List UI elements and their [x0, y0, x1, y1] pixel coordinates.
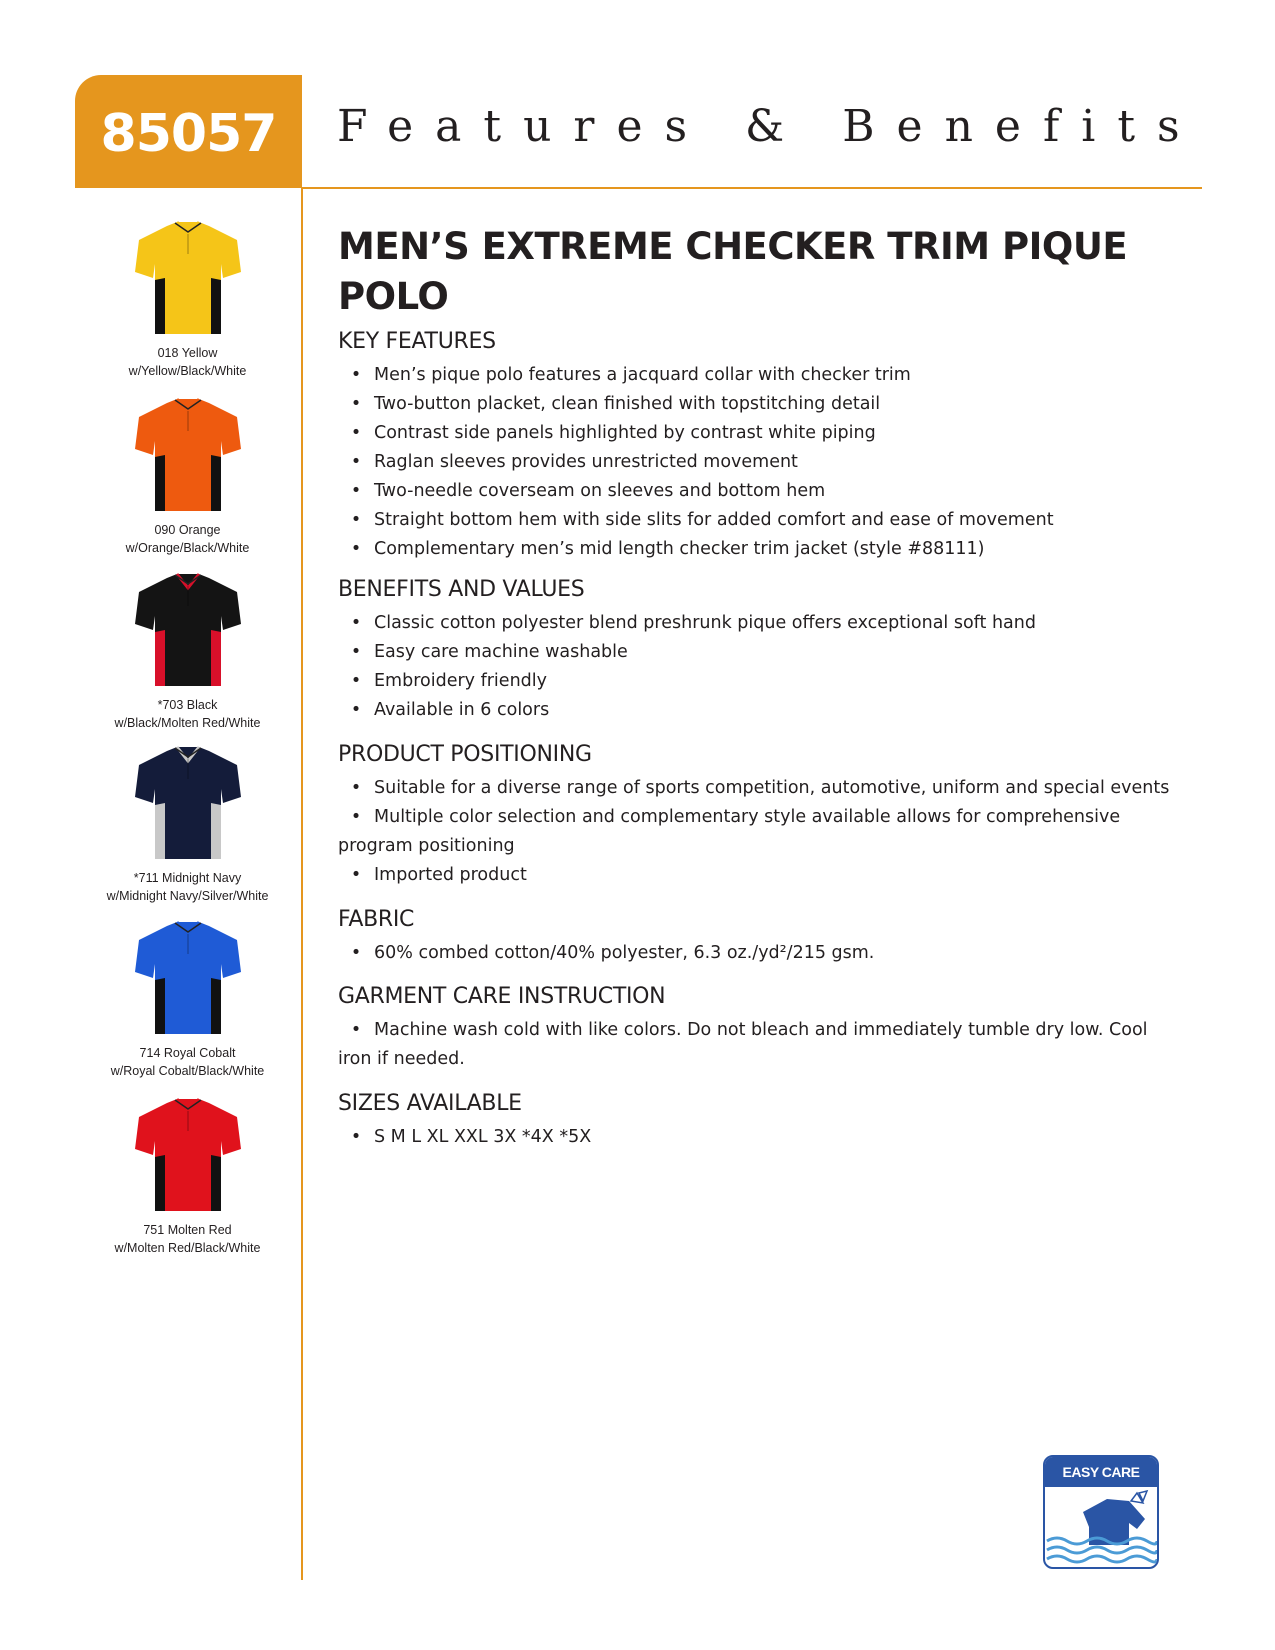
- positioning-section: [338, 740, 1198, 890]
- section-heading: PRODUCT POSITIONING: [338, 742, 592, 767]
- section-heading: BENEFITS AND VALUES: [338, 577, 585, 602]
- list-item: • Classic cotton polyester blend preshrunk pique offers exceptional soft hand: [338, 609, 1198, 638]
- color-swatch: [95, 572, 280, 732]
- list-item: • Two-button placket, clean finished with topstitching detail: [338, 390, 1198, 419]
- list-item: • 60% combed cotton/40% polyester, 6.3 oz./yd²/215 gsm.: [338, 939, 1198, 968]
- list-item: • Raglan sleeves provides unrestricted movement: [338, 448, 1198, 477]
- list-item: • Available in 6 colors: [338, 696, 1198, 725]
- section-heading: GARMENT CARE INSTRUCTION: [338, 984, 666, 1009]
- bullet-icon: •: [350, 1127, 362, 1147]
- color-swatch: [95, 220, 280, 380]
- bullet-icon: •: [350, 423, 362, 443]
- style-number: 85057: [100, 104, 277, 164]
- color-swatch: [95, 397, 280, 557]
- swatch-color-combo: w/Orange/Black/White: [125, 541, 250, 555]
- polo-shirt-icon: [133, 1097, 243, 1215]
- positioning-list: [338, 774, 1198, 890]
- section-heading: SIZES AVAILABLE: [338, 1091, 522, 1116]
- list-item: • Machine wash cold with like colors. Do not bleach and immediately tumble dry low. Cool: [338, 1016, 1198, 1045]
- benefits-section: [338, 575, 1198, 725]
- swatch-color-code: 018 Yellow: [157, 346, 218, 360]
- list-item: • Suitable for a diverse range of sports competition, automotive, uniform and special events: [338, 774, 1198, 803]
- color-swatch: [95, 920, 280, 1080]
- bullet-icon: •: [350, 778, 362, 798]
- fabric-list: [338, 939, 1198, 968]
- sizes-list: [338, 1123, 1198, 1152]
- bullet-icon: •: [350, 700, 362, 720]
- list-item-continuation: program positioning: [338, 836, 515, 856]
- section-heading: KEY FEATURES: [338, 329, 496, 354]
- sizes-section: [338, 1089, 1198, 1152]
- benefit-list: [338, 609, 1198, 725]
- bullet-icon: •: [350, 642, 362, 662]
- column-divider: [301, 188, 303, 1580]
- swatch-color-combo: w/Black/Molten Red/White: [114, 716, 261, 730]
- polo-shirt-icon: [133, 920, 243, 1038]
- swatch-color-combo: w/Royal Cobalt/Black/White: [110, 1064, 265, 1078]
- key-features-section: [338, 327, 1198, 564]
- swatch-color-code: *703 Black: [157, 698, 218, 712]
- swatch-color-combo: w/Midnight Navy/Silver/White: [106, 889, 269, 903]
- list-item: • Complementary men’s mid length checker trim jacket (style #88111): [338, 535, 1198, 564]
- bullet-icon: •: [350, 943, 362, 963]
- bullet-icon: •: [350, 510, 362, 530]
- swatch-color-combo: w/Yellow/Black/White: [128, 364, 247, 378]
- bullet-icon: •: [350, 1020, 362, 1040]
- list-item: • S M L XL XXL 3X *4X *5X: [338, 1123, 1198, 1152]
- polo-shirt-icon: [133, 745, 243, 863]
- page-title: Features & Benefits: [337, 101, 1202, 152]
- care-list: [338, 1016, 1198, 1074]
- swatch-color-code: 090 Orange: [154, 523, 221, 537]
- feature-list: [338, 361, 1198, 564]
- polo-shirt-icon: [133, 572, 243, 690]
- color-swatch: [95, 745, 280, 905]
- list-item: • Contrast side panels highlighted by contrast white piping: [338, 419, 1198, 448]
- header-divider: [302, 187, 1202, 189]
- swatch-color-code: 714 Royal Cobalt: [139, 1046, 236, 1060]
- bullet-icon: •: [350, 452, 362, 472]
- fabric-section: [338, 905, 1198, 968]
- easy-care-badge: [1043, 1455, 1159, 1569]
- list-item: • Straight bottom hem with side slits for added comfort and ease of movement: [338, 506, 1198, 535]
- list-item: • Multiple color selection and complementary style available allows for comprehensive: [338, 803, 1198, 832]
- swatch-color-code: *711 Midnight Navy: [133, 871, 242, 885]
- list-item: • Men’s pique polo features a jacquard collar with checker trim: [338, 361, 1198, 390]
- section-heading: FABRIC: [338, 907, 415, 932]
- easy-care-label: EASY CARE: [1045, 1457, 1157, 1487]
- bullet-icon: •: [350, 613, 362, 633]
- polo-shirt-icon: [133, 397, 243, 515]
- list-item: • Embroidery friendly: [338, 667, 1198, 696]
- product-title: MEN’S EXTREME CHECKER TRIM PIQUE POLO: [338, 225, 1128, 318]
- list-item: • Two-needle coverseam on sleeves and bottom hem: [338, 477, 1198, 506]
- style-number-tab: [75, 75, 302, 188]
- swatch-color-combo: w/Molten Red/Black/White: [114, 1241, 261, 1255]
- bullet-icon: •: [350, 671, 362, 691]
- bullet-icon: •: [350, 539, 362, 559]
- list-item-continuation: iron if needed.: [338, 1049, 465, 1069]
- bullet-icon: •: [350, 481, 362, 501]
- list-item: • Imported product: [338, 861, 1198, 890]
- care-section: [338, 982, 1198, 1074]
- bullet-icon: •: [350, 807, 362, 827]
- bullet-icon: •: [350, 365, 362, 385]
- list-item: • Easy care machine washable: [338, 638, 1198, 667]
- polo-shirt-icon: [133, 220, 243, 338]
- bullet-icon: •: [350, 865, 362, 885]
- color-swatch: [95, 1097, 280, 1257]
- bullet-icon: •: [350, 394, 362, 414]
- swatch-color-code: 751 Molten Red: [143, 1223, 232, 1237]
